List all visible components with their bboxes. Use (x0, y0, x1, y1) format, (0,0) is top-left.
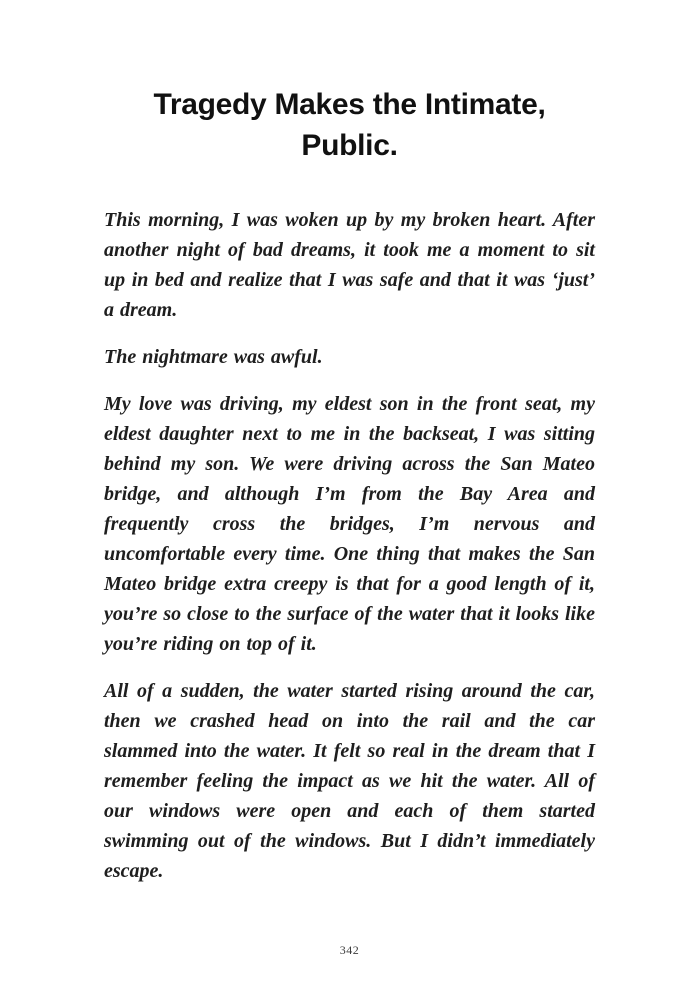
paragraph-4: All of a sudden, the water started rising around the car, then we crashed head on into the rail and the car slammed into the water. It felt so real in the dream that I remember feeling the impact as we hit the water. All of our windows were open and each of them started swimming out of the windows. But I didn’t immediately escape. (104, 679, 595, 882)
body-text (104, 205, 595, 886)
page-title: Tragedy Makes the Intimate, Public. (153, 88, 546, 163)
paragraph-1: This morning, I was woken up by my broken heart. After another night of bad dreams, it took me a moment to sit up in bed and realize that I was safe and that it was ‘just’ a dream. (104, 208, 595, 321)
paragraph-2: The nightmare was awful. (104, 345, 323, 368)
paragraph-3: My love was driving, my eldest son in the front seat, my eldest daughter next to me in the backseat, I was sitting behind my son. We were driving across the San Mateo bridge, and although I’m from the Bay Area and frequently cross the bridges, I’m nervous and uncomfortable every time. One thing that makes the San Mateo bridge extra creepy is that for a good length of it, you’re so close to the surface of the water that it looks like you’re riding on top of it. (104, 392, 595, 655)
page-number: 342 (339, 943, 360, 957)
